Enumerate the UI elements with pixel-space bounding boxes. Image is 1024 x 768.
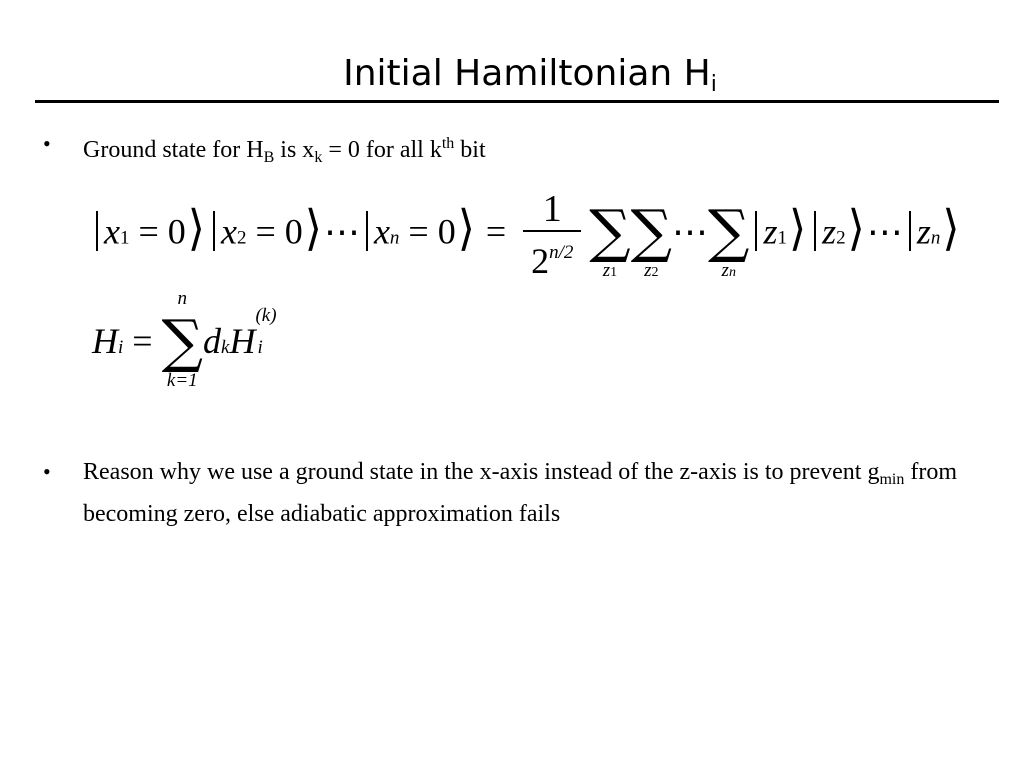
math-d: d: [203, 321, 221, 361]
math-exponent: n/2: [549, 242, 574, 263]
math-subscript: i: [118, 337, 124, 358]
fraction-denominator: [523, 232, 581, 282]
ket-angle: ⟩: [942, 201, 960, 256]
math-z: z: [644, 260, 652, 282]
ket-bar: [814, 211, 816, 251]
math-equals: =: [255, 211, 276, 252]
ket-angle: ⟩: [847, 201, 865, 256]
math-subscript: 1: [119, 227, 130, 249]
sigma-symbol: ∑: [708, 197, 750, 266]
equation-ground-state-expansion: [90, 188, 962, 282]
math-z: z: [916, 211, 931, 252]
summation-k: [161, 288, 203, 391]
math-x: x: [104, 211, 120, 252]
math-x: x: [373, 211, 390, 252]
math-subscript: 1: [610, 265, 618, 281]
title-underline: [35, 100, 999, 103]
ket-bar: [213, 211, 215, 251]
math-fraction: [523, 188, 581, 282]
math-z: z: [602, 260, 611, 282]
bullet-text: from becoming zero, else adiabatic approximation fails: [83, 459, 958, 527]
bullet-text: = 0 for all k: [322, 137, 442, 163]
summation-zn: [708, 197, 750, 282]
math-z: z: [822, 211, 837, 252]
math-zero: 0: [167, 211, 186, 252]
ket-angle: ⟩: [457, 201, 475, 256]
math-subscript: 1: [777, 227, 787, 249]
sum-lower-limit: k=1: [166, 370, 198, 391]
bullet-marker: •: [43, 131, 51, 156]
ket-bar: [96, 211, 98, 251]
math-dots: ⋯: [866, 211, 903, 252]
math-subscript: 2: [236, 227, 247, 249]
sum-limit: [708, 260, 749, 282]
sigma-symbol: ∑: [589, 197, 631, 266]
math-subscript: n: [728, 265, 736, 281]
math-subscript: 2: [651, 265, 659, 281]
fraction-numerator: 1: [542, 188, 562, 230]
bullet-text: Ground state for H: [83, 137, 264, 163]
math-equals: =: [408, 211, 429, 252]
math-zero: 0: [437, 211, 456, 252]
bullet-text: bit: [454, 137, 486, 163]
ket-angle: ⟩: [187, 201, 205, 256]
sum-limit: [631, 260, 672, 282]
bullet-reason: [43, 455, 963, 531]
bullet-text: Reason why we use a ground state in the x-axis instead of the z-axis is to prevent g: [83, 459, 880, 485]
summation-z2: [630, 197, 673, 282]
math-zero: 0: [284, 211, 303, 252]
bullet-marker: •: [43, 459, 51, 484]
bullet-subscript: B: [263, 149, 275, 166]
slide-title-subscript: i: [710, 72, 717, 97]
math-H: H: [92, 321, 118, 361]
math-z: z: [721, 260, 729, 282]
slide-title: [0, 52, 1024, 107]
bullet-subscript: min: [879, 471, 905, 488]
math-z: z: [763, 211, 778, 252]
sum-upper-limit: n: [177, 288, 188, 309]
bullet-text: is x: [274, 137, 315, 163]
slide-title-main: Initial Hamiltonian H: [343, 53, 711, 94]
math-base: 2: [531, 241, 550, 281]
math-x: x: [220, 211, 237, 252]
ket-bar: [755, 211, 757, 251]
math-equals: =: [132, 321, 153, 361]
sigma-symbol: ∑: [630, 197, 673, 266]
math-H: H: [229, 321, 256, 361]
math-sub-superscript: [255, 305, 289, 359]
sigma-symbol: ∑: [161, 307, 203, 375]
math-subscript: 2: [836, 227, 846, 249]
math-dots: ⋯: [672, 211, 709, 252]
math-subscript: n: [389, 227, 400, 249]
math-subscript: n: [930, 227, 941, 249]
bullet-ground-state: [43, 127, 983, 175]
ket-angle: ⟩: [304, 201, 322, 256]
ket-bar: [909, 211, 911, 251]
equation-initial-hamiltonian: [92, 288, 289, 402]
sum-limit: [589, 260, 630, 282]
math-dots: ⋯: [323, 211, 360, 252]
math-subscript: k: [221, 337, 230, 358]
summation-z1: [589, 197, 631, 282]
bullet-subscript: k: [314, 149, 323, 166]
ket-bar: [366, 211, 368, 251]
bullet-superscript: th: [441, 135, 455, 152]
math-subscript: i: [257, 337, 263, 358]
math-equals: =: [138, 211, 159, 252]
ket-angle: ⟩: [788, 201, 807, 256]
math-equals: =: [485, 211, 507, 252]
math-superscript: (k): [255, 305, 277, 326]
